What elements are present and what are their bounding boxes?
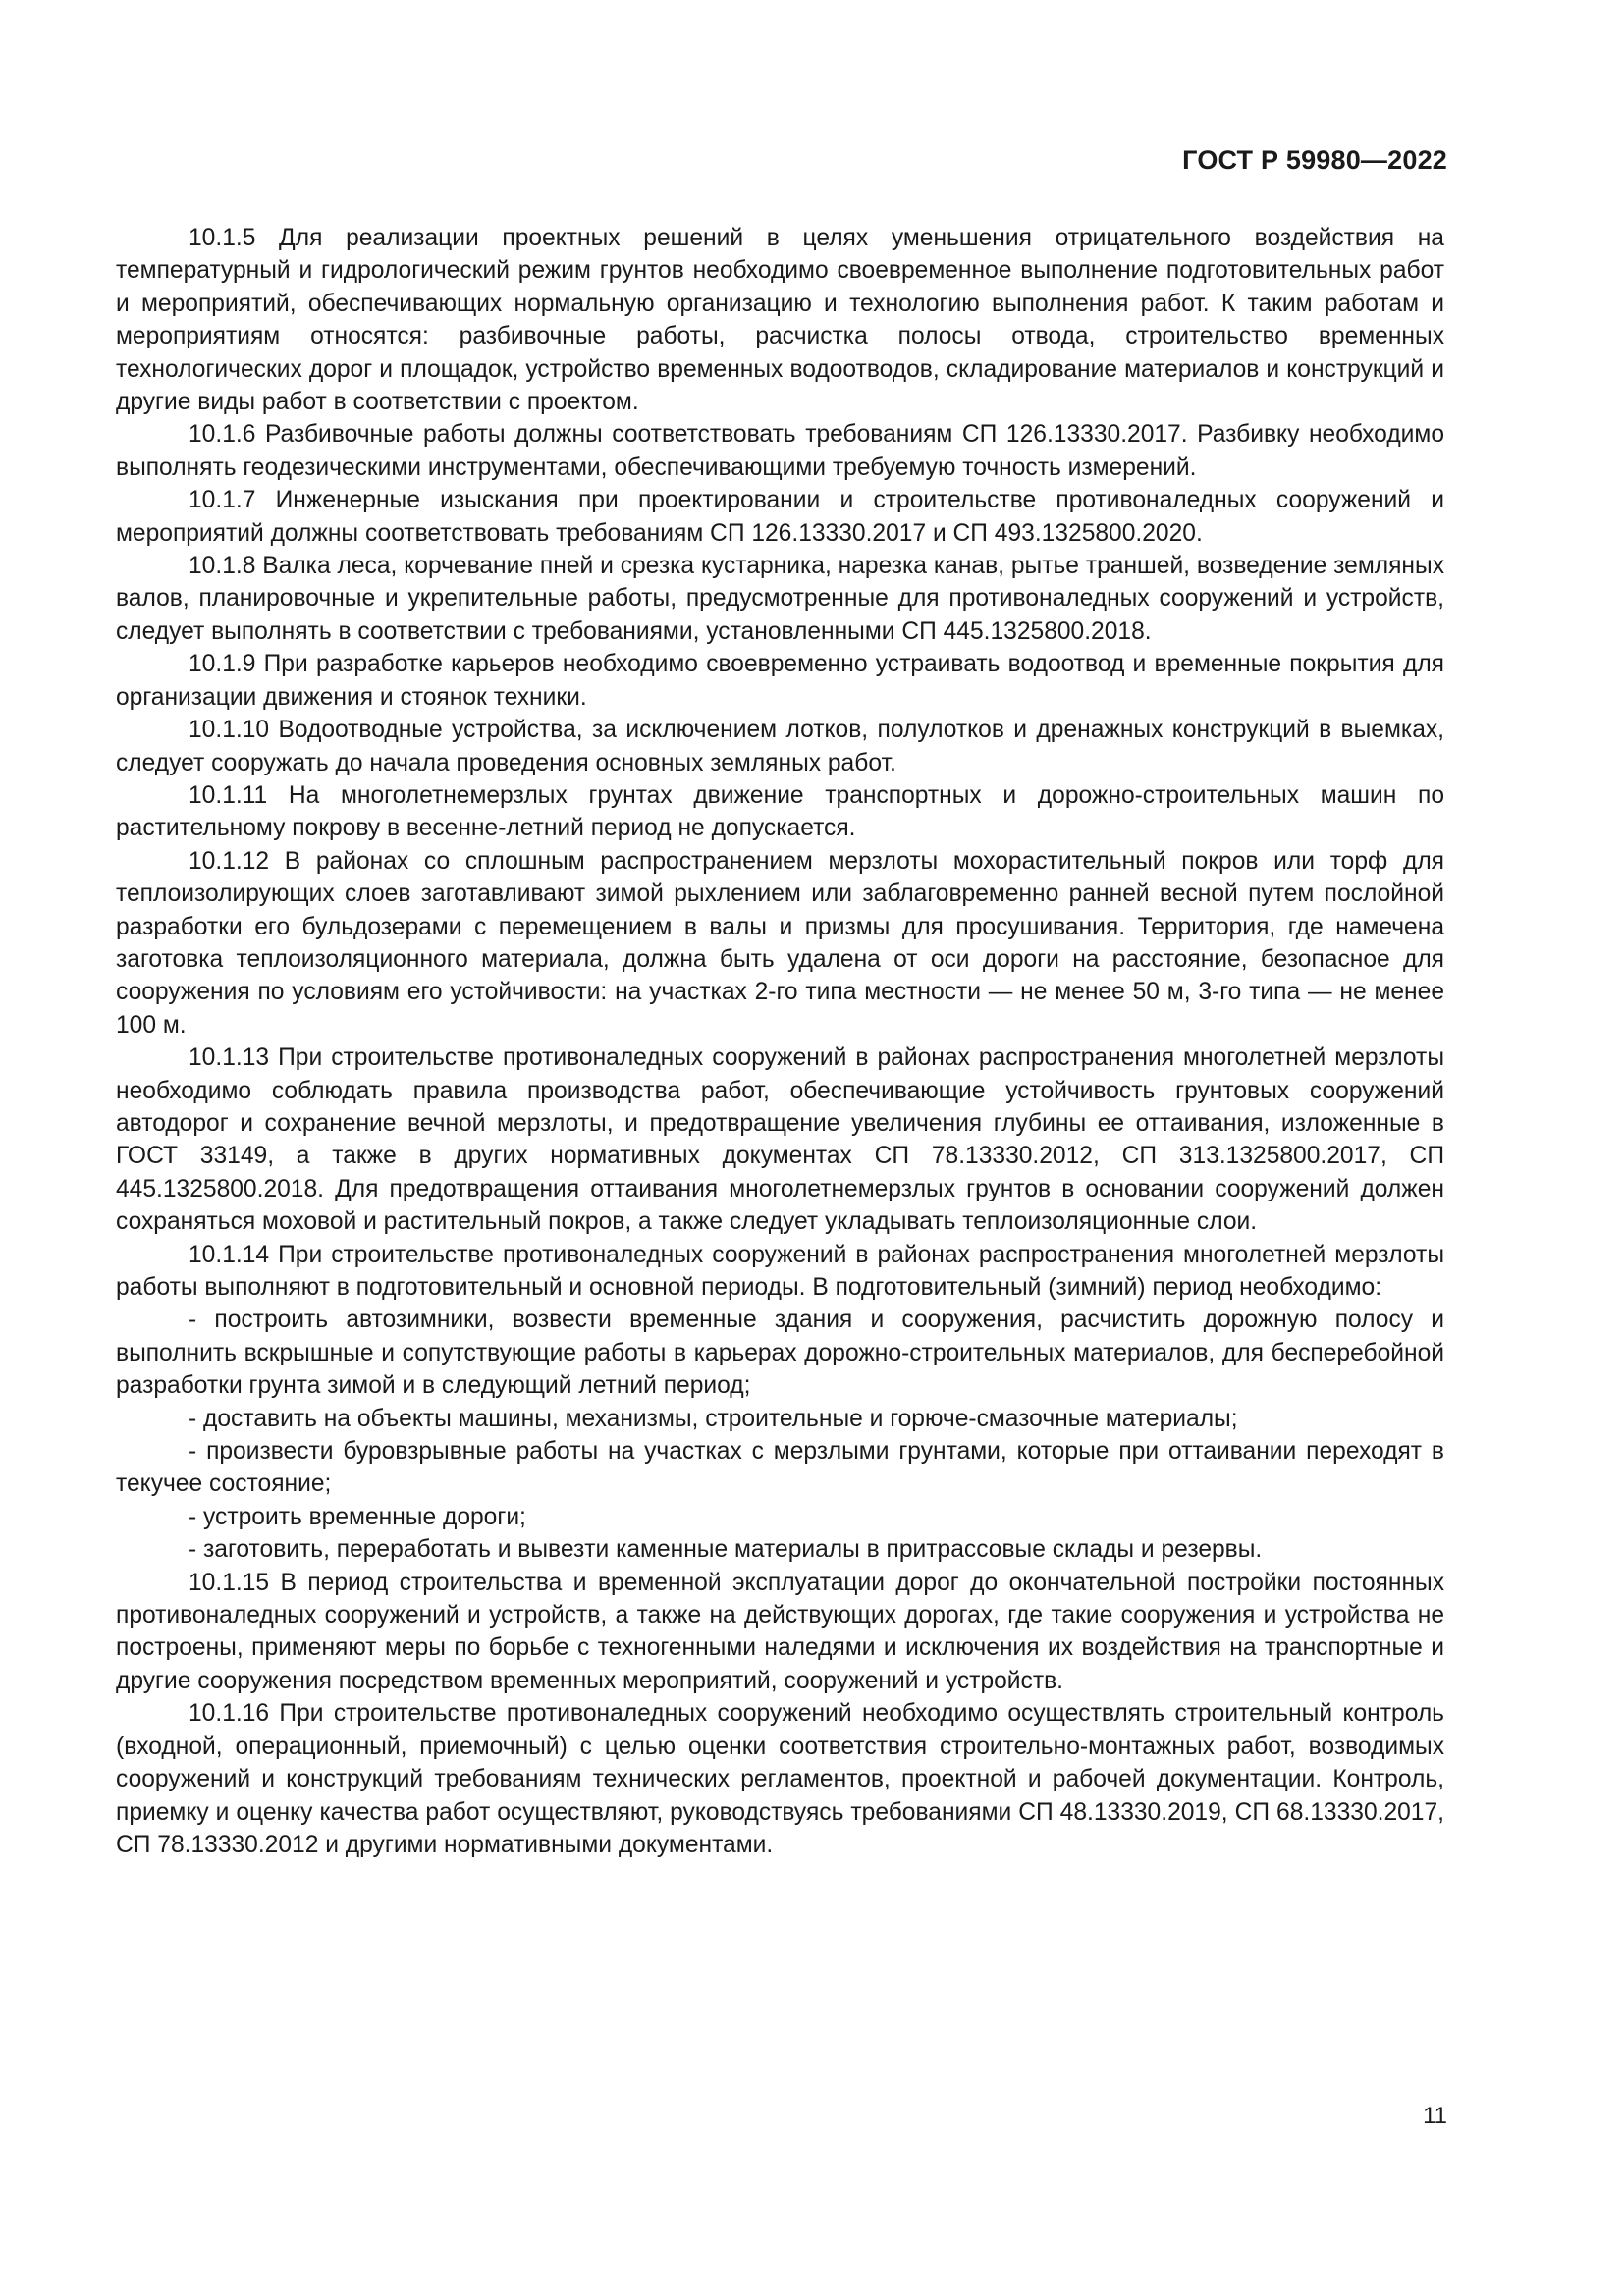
document-body	[116, 222, 1444, 1861]
list-item-deliver-machines: - доставить на объекты машины, механизмы, строительные и горюче-смазочные материалы;	[189, 1405, 1238, 1432]
paragraph-10-1-12: 10.1.12 В районах со сплошным распространением мерзлоты мохорастительный покров или торф для теплоизолирующих слоев заготавливают зимой рыхлением или заблаговременно ранней весной путем послойной разработки его бульдозерами с перемещением в валы и призмы для просушивания. Территория, где намечена заготовка теплоизоляционного материала, должна быть удалена от оси дороги на расстояние, безопасное для сооружения по условиям его устойчивости: на участках 2-го типа местности — не менее 50 м, 3-го типа — не менее 100 м.	[116, 847, 1444, 1039]
paragraph-10-1-6: 10.1.6 Разбивочные работы должны соответствовать требованиям СП 126.13330.2017. Разбивку необходимо выполнять геодезическими инструментами, обеспечивающими требуемую точность измерений.	[116, 421, 1444, 481]
page-number: 11	[1423, 2103, 1447, 2129]
paragraph-10-1-10: 10.1.10 Водоотводные устройства, за исключением лотков, полулотков и дренажных конструкций в выемках, следует сооружать до начала проведения основных земляных работ.	[116, 717, 1444, 776]
paragraph-10-1-7: 10.1.7 Инженерные изыскания при проектировании и строительстве противоналедных сооружений и мероприятий должны соответствовать требованиям СП 126.13330.2017 и СП 493.1325800.2020.	[116, 487, 1444, 547]
list-item-blasting-works: - произвести буровзрывные работы на участках с мерзлыми грунтами, которые при оттаивании переходят в текучее состояние;	[116, 1438, 1444, 1498]
paragraph-10-1-14: 10.1.14 При строительстве противоналедных сооружений в районах распространения многолетней мерзлоты работы выполняют в подготовительный и основной периоды. В подготовительный (зимний) период необходимо:	[116, 1241, 1444, 1301]
paragraph-10-1-15: 10.1.15 В период строительства и временной эксплуатации дорог до окончательной постройки постоянных противоналедных сооружений и устройств, а также на действующих дорогах, где такие сооружения и устройства не построены, применяют меры по борьбе с техногенными наледями и исключения их воздействия на транспортные и другие сооружения посредством временных мероприятий, сооружений и устройств.	[116, 1569, 1444, 1694]
paragraph-10-1-16: 10.1.16 При строительстве противоналедных сооружений необходимо осуществлять строительный контроль (входной, операционный, приемочный) с целью оценки соответствия строительно-монтажных работ, возводимых сооружений и конструкций требованиям технических регламентов, проектной и рабочей документации. Контроль, приемку и оценку качества работ осуществляют, руководствуясь требованиями СП 48.13330.2019, СП 68.13330.2017, СП 78.13330.2012 и другими нормативными документами.	[116, 1700, 1444, 1858]
list-item-build-winter-roads: - построить автозимники, возвести временные здания и сооружения, расчистить дорожную полосу и выполнить вскрышные и сопутствующие работы в карьерах дорожно-строительных материалов, для бесперебойной разработки грунта зимой и в следующий летний период;	[116, 1307, 1444, 1400]
paragraph-10-1-11: 10.1.11 На многолетнемерзлых грунтах движение транспортных и дорожно-строительных машин по растительному покрову в весенне-летний период не допускается.	[116, 781, 1444, 842]
standard-code-header: ГОСТ Р 59980—2022	[1182, 145, 1447, 175]
paragraph-10-1-9: 10.1.9 При разработке карьеров необходимо своевременно устраивать водоотвод и временные покрытия для организации движения и стоянок техники.	[116, 651, 1444, 711]
paragraph-10-1-5: 10.1.5 Для реализации проектных решений в целях уменьшения отрицательного воздействия на температурный и гидрологический режим грунтов необходимо своевременное выполнение подготовительных работ и мероприятий, обеспечивающих нормальную организацию и технологию выполнения работ. К таким работам и мероприятиям относятся: разбивочные работы, расчистка полосы отвода, строительство временных технологических дорог и площадок, устройство временных водоотводов, складирование материалов и конструкций и другие виды работ в соответствии с проектом.	[116, 225, 1444, 416]
list-item-stone-materials: - заготовить, переработать и вывезти каменные материалы в притрассовые склады и резервы.	[189, 1536, 1263, 1564]
list-item-temporary-roads: - устроить временные дороги;	[189, 1503, 526, 1530]
paragraph-10-1-13: 10.1.13 При строительстве противоналедных сооружений в районах распространения многолетней мерзлоты необходимо соблюдать правила производства работ, обеспечивающие устойчивость грунтовых сооружений автодорог и сохранение вечной мерзлоты, и предотвращение увеличения глубины ее оттаивания, изложенные в ГОСТ 33149, а также в других нормативных документах СП 78.13330.2012, СП 313.1325800.2017, СП 445.1325800.2018. Для предотвращения оттаивания многолетнемерзлых грунтов в основании сооружений должен сохраняться моховой и растительный покров, а также следует укладывать теплоизоляционные слои.	[116, 1044, 1444, 1236]
paragraph-10-1-8: 10.1.8 Валка леса, корчевание пней и срезка кустарника, нарезка канав, рытье траншей, возведение земляных валов, планировочные и укрепительные работы, предусмотренные для противоналедных сооружений и устройств, следует выполнять в соответствии с требованиями, установленными СП 445.1325800.2018.	[116, 553, 1444, 645]
